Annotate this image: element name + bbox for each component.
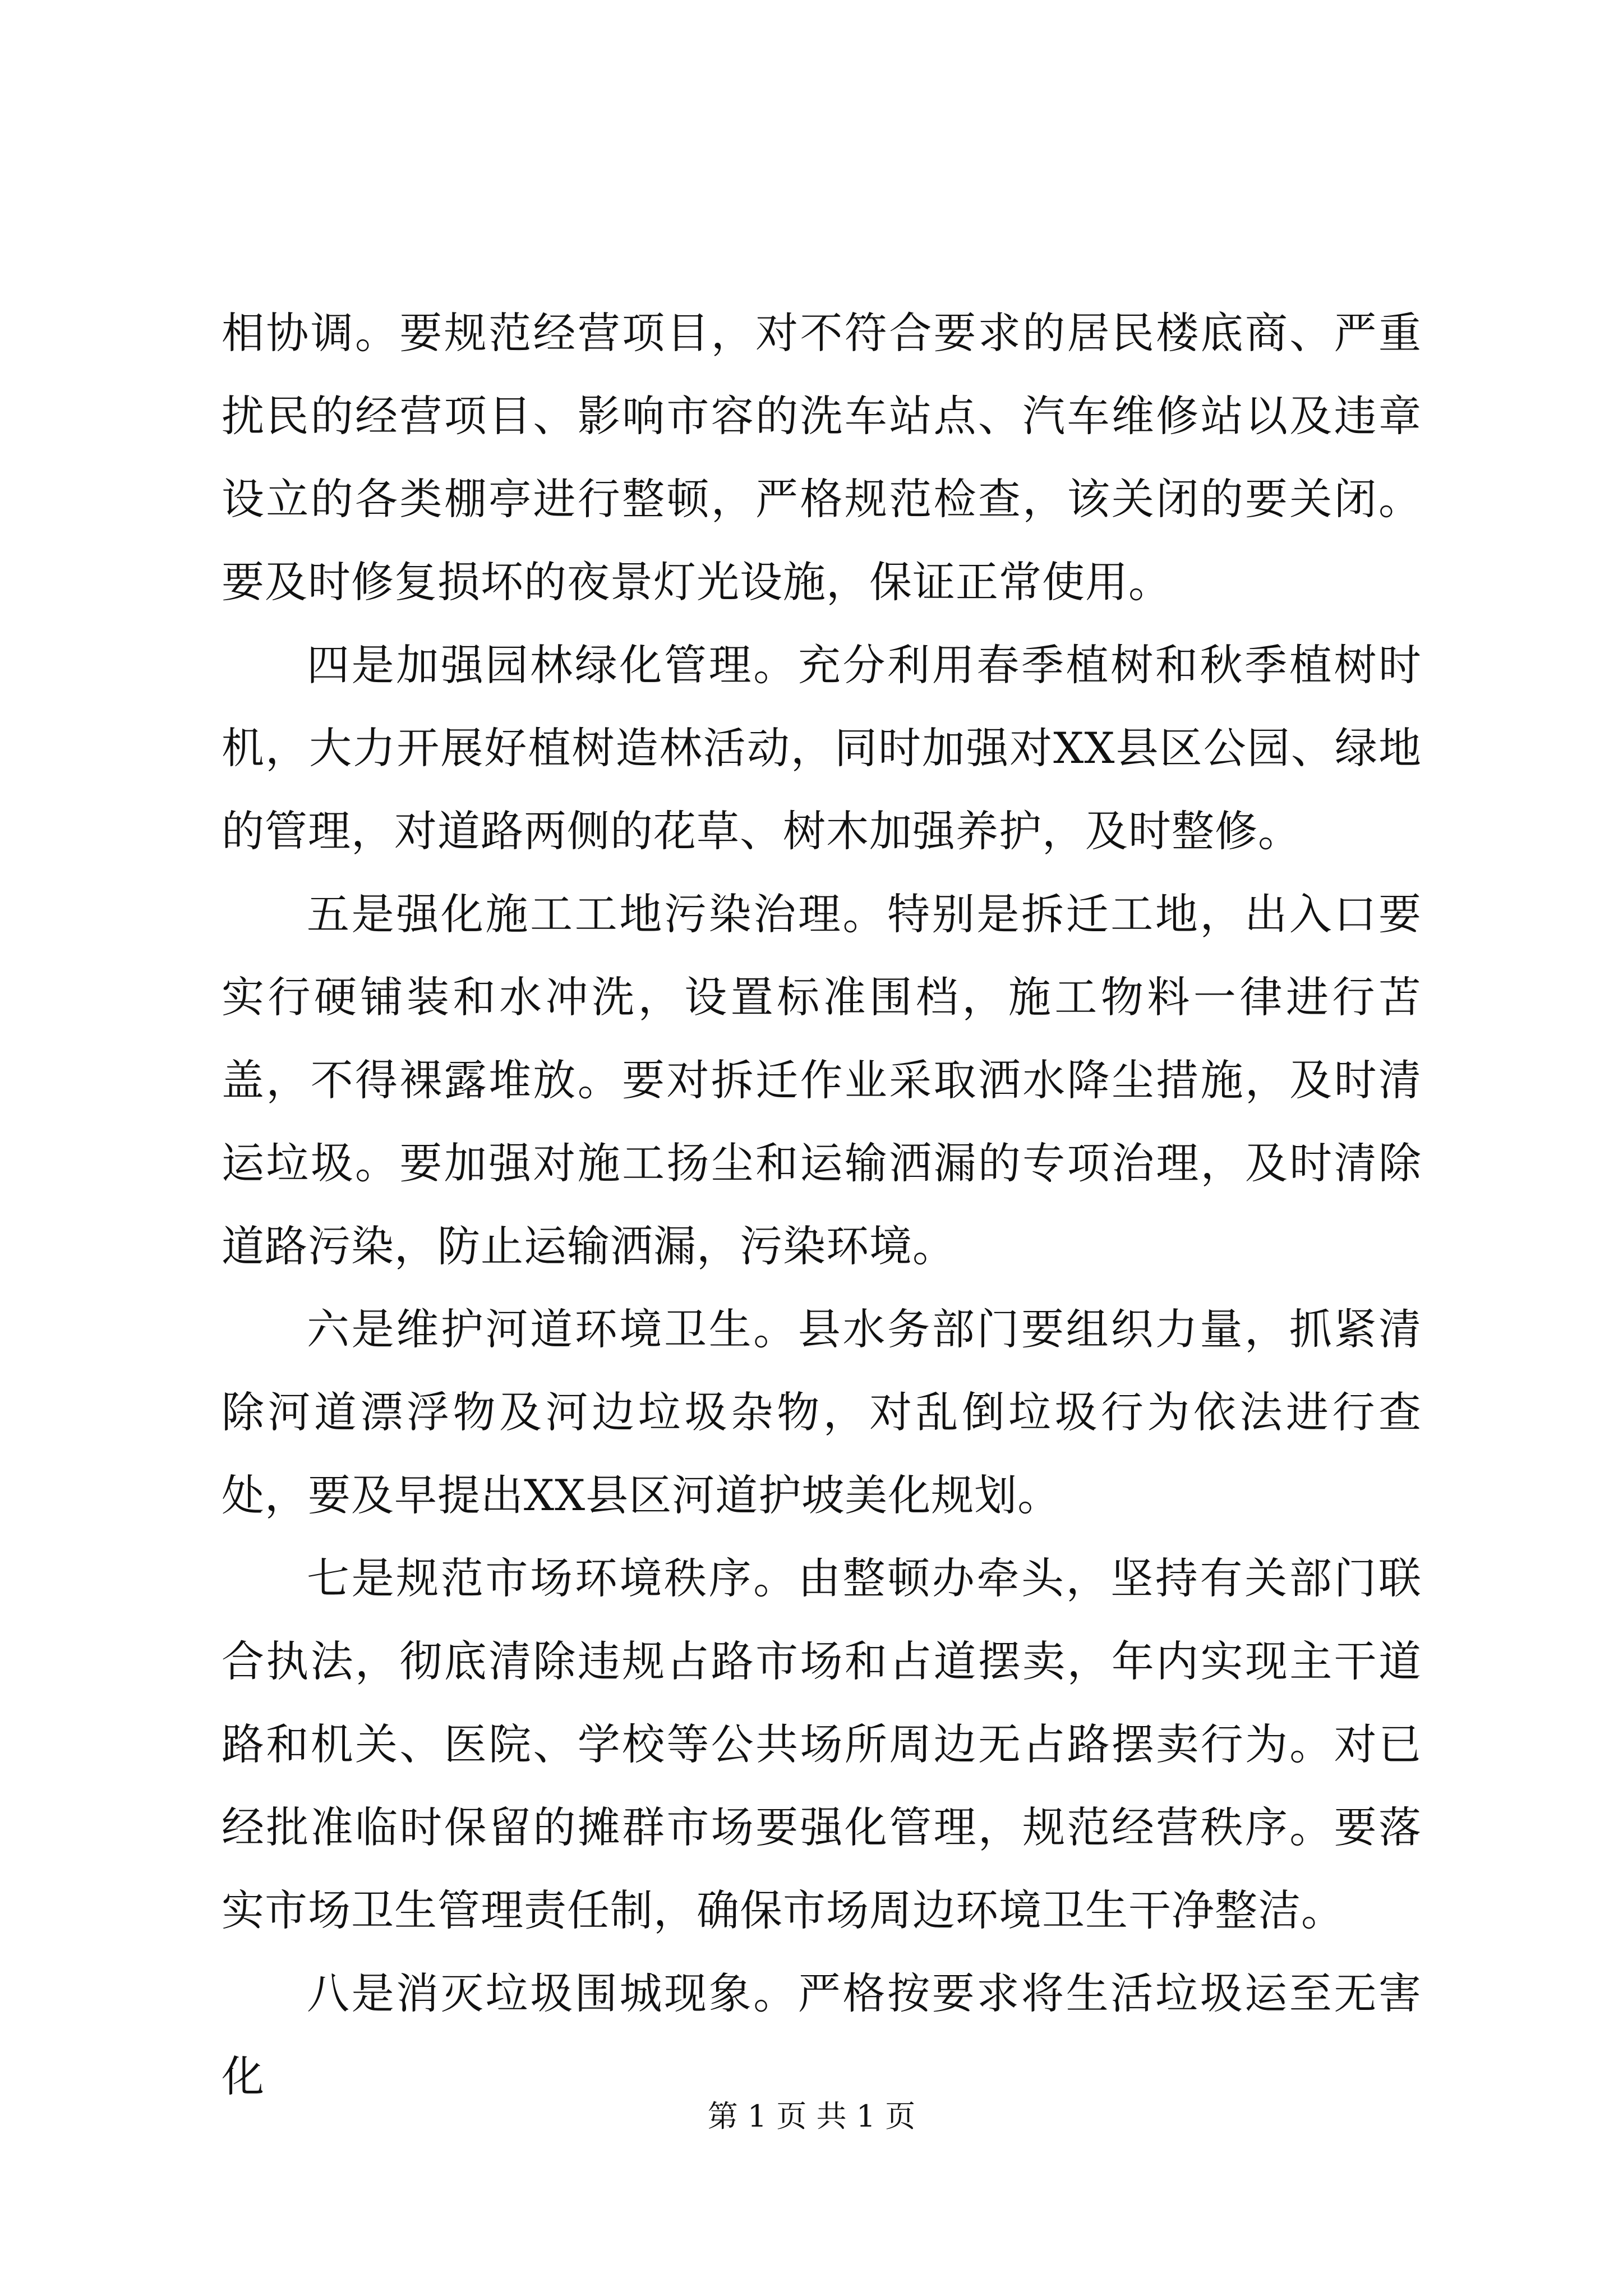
paragraph-continuation: 相协调。要规范经营项目，对不符合要求的居民楼底商、严重扰民的经营项目、影响市容的洗车站点、汽车维修站以及违章设立的各类棚亭进行整顿，严格规范检查，该关闭的要关闭。要及时修复损坏的夜景灯光设施，保证正常使用。 — [222, 308, 1422, 607]
paragraph-construction-pollution: 五是强化施工工地污染治理。特别是拆迁工地，出入口要实行硬铺装和水冲洗，设置标准围档，施工物料一律进行苫盖，不得裸露堆放。要对拆迁作业采取洒水降尘措施，及时清运垃圾。要加强对施工扬尘和运输洒漏的专项治理，及时清除道路污染，防止运输洒漏，污染环境。 — [222, 889, 1422, 1271]
paragraph-landscaping: 四是加强园林绿化管理。充分利用春季植树和秋季植树时机，大力开展好植树造林活动，同时加强对XX县区公园、绿地的管理，对道路两侧的花草、树木加强养护，及时整修。 — [222, 640, 1422, 856]
paragraph-river-sanitation: 六是维护河道环境卫生。县水务部门要组织力量，抓紧清除河道漂浮物及河边垃圾杂物，对乱倒垃圾行为依法进行查处，要及早提出XX县区河道护坡美化规划。 — [222, 1304, 1422, 1520]
page-number-label: 第 1 页 共 1 页 — [707, 2099, 916, 2134]
document-body — [222, 292, 1422, 2118]
paragraph-garbage-siege: 八是消灭垃圾围城现象。严格按要求将生活垃圾运至无害化 — [222, 1968, 1422, 2101]
paragraph-market-order: 七是规范市场环境秩序。由整顿办牵头，坚持有关部门联合执法，彻底清除违规占路市场和占道摆卖，年内实现主干道路和机关、医院、学校等公共场所周边无占路摆卖行为。对已经批准临时保留的摊群市场要强化管理，规范经营秩序。要落实市场卫生管理责任制，确保市场周边环境卫生干净整洁。 — [222, 1553, 1422, 1935]
page-footer — [0, 2097, 1623, 2136]
